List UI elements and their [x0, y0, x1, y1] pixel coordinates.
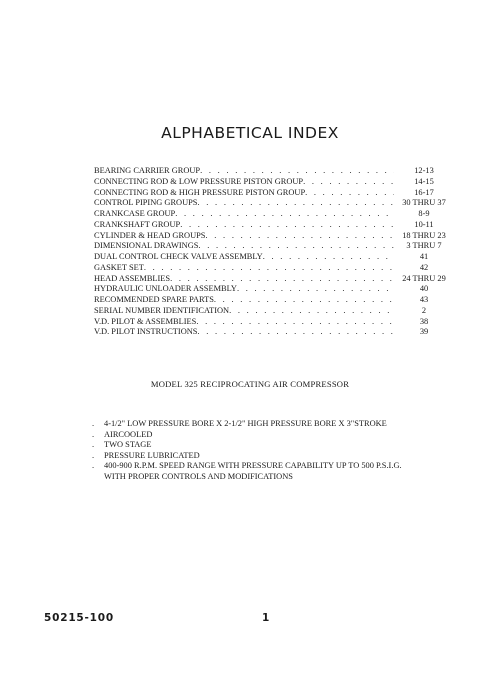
index-page: 38 [419, 316, 429, 326]
leader-dots [263, 252, 394, 263]
index-row [94, 317, 454, 328]
index-label: V.D. PILOT & ASSEMBLIES [94, 316, 197, 326]
index-row [94, 284, 454, 295]
leader-dots [200, 166, 394, 177]
index-label: DUAL CONTROL CHECK VALVE ASSEMBLY [94, 252, 263, 261]
index-row [94, 198, 454, 209]
bullet-dot: . [92, 419, 95, 428]
index-row [94, 220, 454, 231]
spec-item [92, 430, 472, 441]
index-row [94, 274, 454, 285]
spec-item [92, 451, 472, 462]
leader-dots [197, 198, 394, 209]
bullet-dot: . [92, 461, 95, 470]
specs-list [92, 419, 472, 482]
leader-dots [197, 327, 394, 338]
leader-dots [229, 306, 394, 317]
spec-item-continued [92, 472, 472, 483]
index-row [94, 252, 454, 263]
index-label: DIMENSIONAL DRAWINGS [94, 241, 199, 251]
index-row [94, 306, 454, 317]
spec-text: TWO STAGE [104, 440, 152, 449]
index-page: 24 THRU 29 [402, 273, 446, 283]
index-label: CRANKSHAFT GROUP [94, 219, 181, 229]
index-label: CONTROL PIPING GROUPS [94, 198, 198, 208]
index-label: CONNECTING ROD & HIGH PRESSURE PISTON GROUP [94, 187, 306, 197]
spec-text: 400-900 R.P.M. SPEED RANGE WITH PRESSURE CAPABILITY UP TO 500 P.S.I.G. [104, 461, 402, 470]
index-row [94, 231, 454, 242]
spec-text: AIRCOOLED [104, 429, 153, 439]
leader-dots [196, 317, 394, 328]
leader-dots [144, 263, 394, 274]
alphabetical-index [94, 166, 454, 338]
leader-dots [198, 241, 394, 252]
index-page: 10-11 [414, 219, 434, 229]
page-title: ALPHABETICAL INDEX [161, 124, 339, 142]
document-code: 50215-100 [44, 612, 115, 624]
index-label: V.D. PILOT INSTRUCTIONS [94, 327, 198, 337]
index-page: 30 THRU 37 [402, 198, 446, 208]
leader-dots [205, 231, 394, 242]
index-row [94, 177, 454, 188]
index-row [94, 327, 454, 338]
bullet-dot: . [92, 429, 95, 439]
index-label: RECOMMENDED SPARE PARTS [94, 295, 214, 304]
model-heading: MODEL 325 RECIPROCATING AIR COMPRESSOR [150, 379, 350, 389]
leader-dots [303, 177, 394, 188]
spec-text: PRESSURE LUBRICATED [104, 450, 200, 460]
index-row [94, 263, 454, 274]
index-page: 39 [419, 327, 429, 337]
index-page: 14-15 [414, 176, 434, 186]
index-label: BEARING CARRIER GROUP [94, 166, 201, 175]
spec-item [92, 419, 472, 430]
index-page: 41 [419, 252, 429, 261]
index-label: CRANKCASE GROUP [94, 209, 176, 218]
leader-dots [214, 295, 394, 306]
leader-dots [175, 209, 394, 220]
index-row [94, 166, 454, 177]
index-page: 3 THRU 7 [406, 241, 442, 251]
bullet-dot: . [92, 440, 95, 449]
index-page: 8-9 [418, 209, 430, 218]
leader-dots [180, 220, 394, 231]
index-row [94, 209, 454, 220]
leader-dots [237, 284, 394, 295]
index-label: HEAD ASSEMBLIES [94, 273, 171, 283]
index-row [94, 241, 454, 252]
index-label: SERIAL NUMBER IDENTIFICATION [94, 305, 230, 315]
index-label: CYLINDER & HEAD GROUPS [94, 230, 206, 240]
spec-text: 4-1/2" LOW PRESSURE BORE X 2-1/2" HIGH PRESSURE BORE X 3"STROKE [104, 419, 387, 428]
index-page: 43 [419, 295, 429, 304]
index-page: 18 THRU 23 [402, 230, 446, 240]
index-page: 12-13 [414, 166, 434, 175]
index-label: CONNECTING ROD & LOW PRESSURE PISTON GROUP [94, 176, 304, 186]
page-number: 1 [262, 612, 270, 624]
index-page: 2 [421, 305, 427, 315]
spec-text: WITH PROPER CONTROLS AND MODIFICATIONS [104, 471, 293, 481]
index-label: GASKET SET [94, 262, 144, 272]
spec-item [92, 461, 472, 472]
index-page: 42 [419, 262, 429, 272]
spec-item [92, 440, 472, 451]
leader-dots [305, 188, 394, 199]
leader-dots [170, 274, 394, 285]
index-page: 16-17 [414, 187, 434, 197]
bullet-dot: . [92, 450, 95, 460]
index-row [94, 295, 454, 306]
index-label: HYDRAULIC UNLOADER ASSEMBLY [94, 284, 237, 294]
index-page: 40 [419, 284, 429, 294]
index-row [94, 188, 454, 199]
